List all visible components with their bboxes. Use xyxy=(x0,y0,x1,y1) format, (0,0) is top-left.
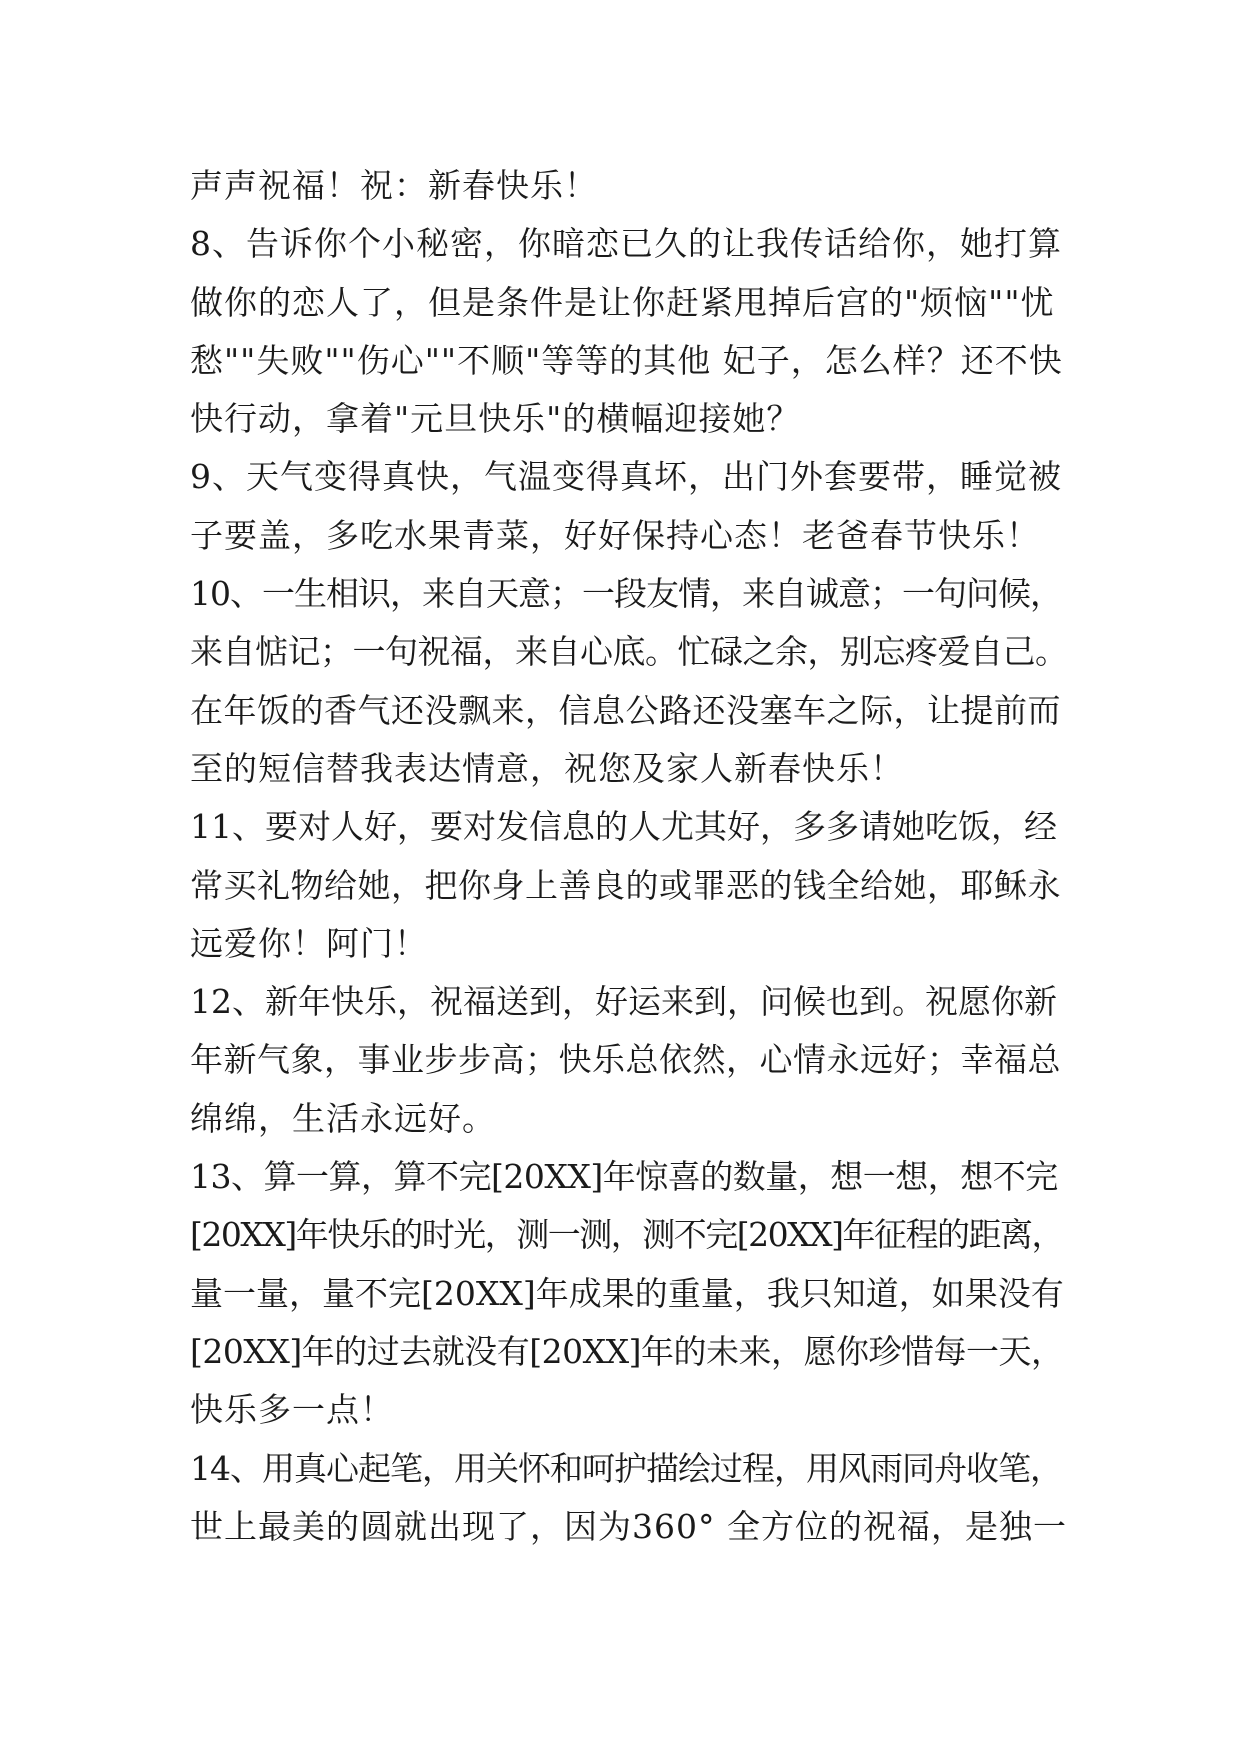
text-line: 12、新年快乐，祝福送到，好运来到，问候也到。祝愿你新 xyxy=(190,982,1057,1022)
text-line: 量一量，量不完[20XX]年成果的重量，我只知道，如果没有 xyxy=(190,1273,1064,1313)
text-line: 声声祝福！祝：新春快乐！ xyxy=(190,166,598,205)
text-line: 快行动，拿着"元旦快乐"的横幅迎接她？ xyxy=(190,399,801,439)
text-line: 在年饭的香气还没飘来，信息公路还没塞车之际，让提前而 xyxy=(190,690,1061,730)
text-line: 年新气象，事业步步高；快乐总依然，心情永远好；幸福总 xyxy=(190,1040,1061,1080)
text-line: 常买礼物给她，把你身上善良的或罪恶的钱全给她，耶稣永 xyxy=(190,865,1061,905)
text-line: 11、要对人好，要对发信息的人尤其好，多多请她吃饭，经 xyxy=(190,807,1057,847)
text-line: 子要盖，多吃水果青菜，好好保持心态！老爸春节快乐！ xyxy=(190,515,1040,555)
text-line: 来自惦记；一句祝福，来自心底。忙碌之余，别忘疼爱自己。 xyxy=(190,632,1068,672)
text-line: 至的短信替我表达情意，祝您及家人新春快乐！ xyxy=(190,748,904,788)
text-line: 做你的恋人了，但是条件是让你赶紧甩掉后宫的"烦恼""忧 xyxy=(190,282,1055,322)
text-line: [20XX]年的过去就没有[20XX]年的未来，愿你珍惜每一天， xyxy=(190,1331,1064,1371)
text-line: 世上最美的圆就出现了，因为360° 全方位的祝福，是独一 xyxy=(190,1506,1067,1546)
text-line: 9、天气变得真快，气温变得真坏，出门外套要带，睡觉被 xyxy=(190,457,1062,497)
text-line: 14、用真心起笔，用关怀和呵护描绘过程，用风雨同舟收笔， xyxy=(190,1448,1062,1488)
text-line: 绵绵，生活永远好。 xyxy=(190,1098,496,1138)
text-line: 10、一生相识，来自天意；一段友情，来自诚意；一句问候， xyxy=(190,574,1062,614)
text-line: 快乐多一点！ xyxy=(190,1390,394,1430)
text-line: 8、告诉你个小秘密，你暗恋已久的让我传话给你，她打算 xyxy=(190,224,1062,264)
text-line: 愁""失败""伤心""不顺"等等的其他 妃子，怎么样？还不快 xyxy=(190,340,1063,380)
text-line: 13、算一算，算不完[20XX]年惊喜的数量，想一想，想不完 xyxy=(190,1157,1058,1197)
text-line: 远爱你！阿门！ xyxy=(190,923,428,963)
body-text xyxy=(190,157,1070,1556)
text-line: [20XX]年快乐的时光，测一测，测不完[20XX]年征程的距离， xyxy=(190,1215,1063,1255)
